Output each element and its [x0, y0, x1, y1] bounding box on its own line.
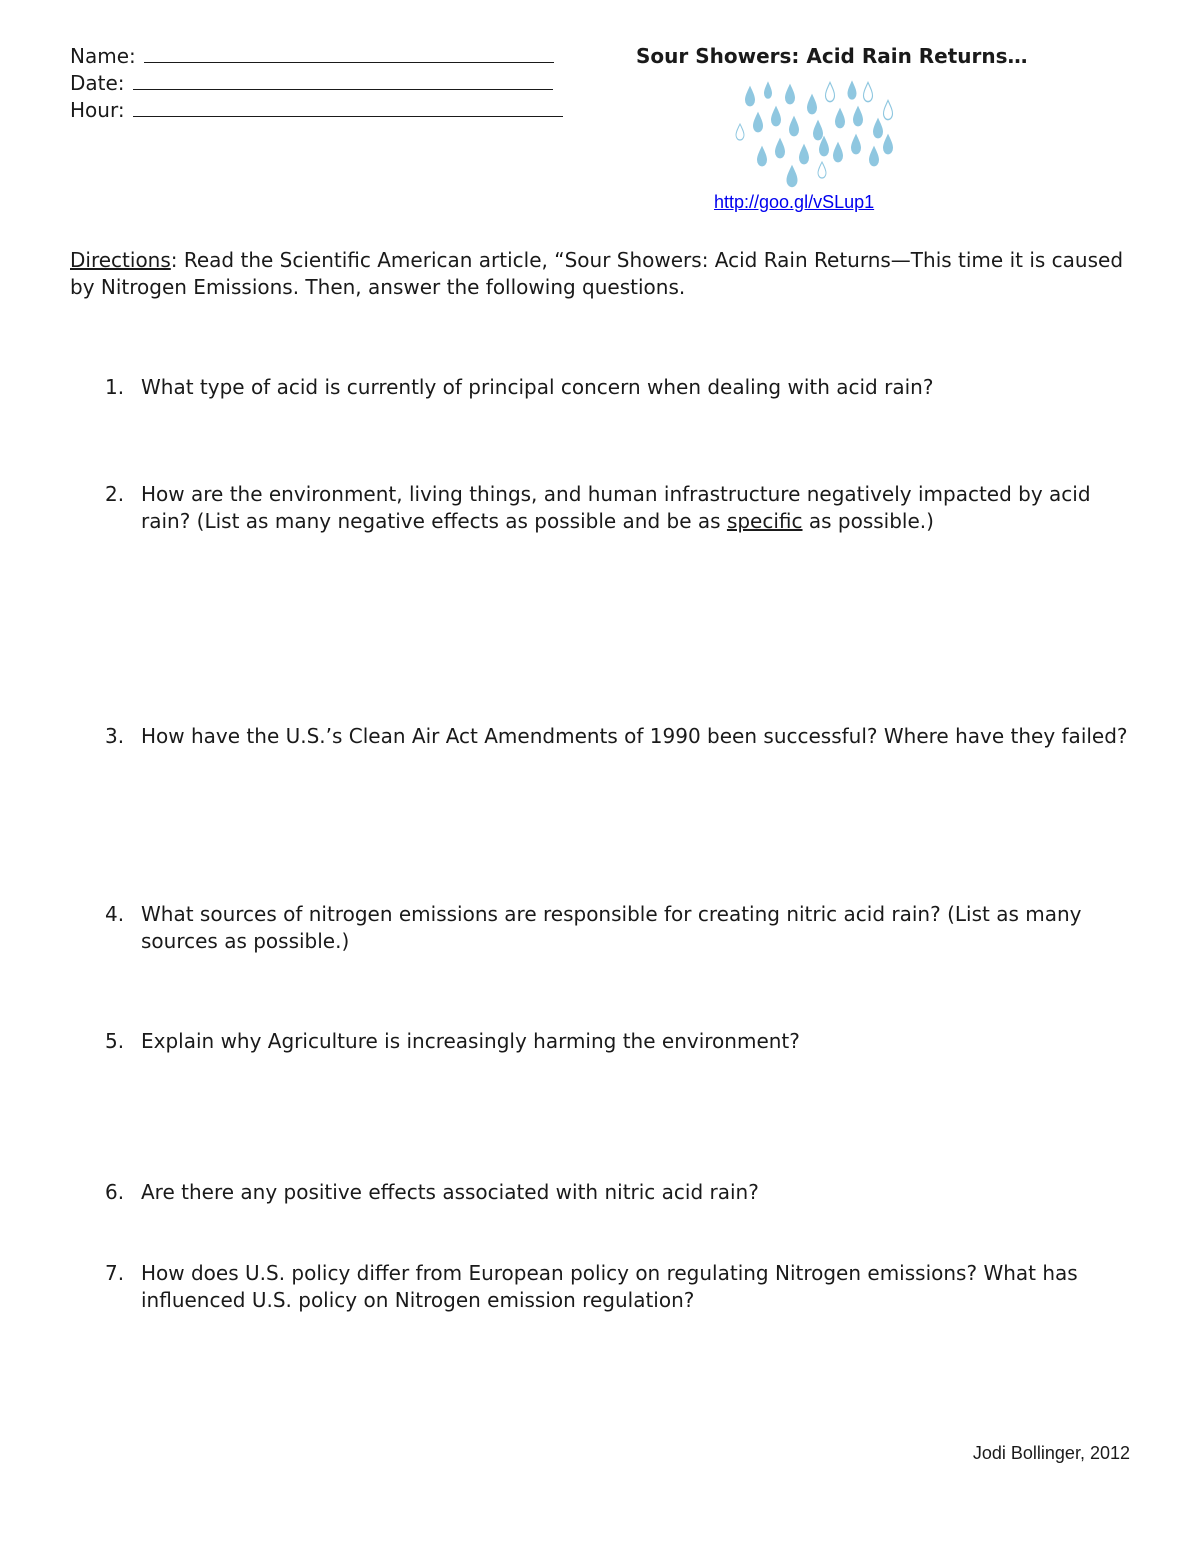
date-blank-line — [133, 69, 553, 90]
emphasis-specific: specific — [726, 509, 803, 533]
question-number: 1. — [105, 375, 125, 399]
hour-blank-line — [133, 96, 563, 117]
date-label: Date: — [70, 71, 125, 95]
question-text: How does U.S. policy differ from European policy on regulating Nitrogen emissions? What has influenced U.S. policy on Nitrogen emission regulation? — [141, 1261, 1078, 1312]
article-link[interactable]: http://goo.gl/vSLup1 — [714, 192, 875, 212]
author-credit: Jodi Bollinger, 2012 — [972, 1443, 1130, 1463]
question-text-part: How are the environment, living things, and human infrastructure negatively impacted by acid rain? (List as many negative effects as possible and be as — [141, 482, 1091, 533]
date-field — [70, 69, 553, 96]
name-label: Name: — [70, 44, 136, 68]
directions-label: Directions — [70, 248, 171, 272]
question-text: Explain why Agriculture is increasingly harming the environment? — [141, 1029, 800, 1053]
question-7 — [70, 1260, 1140, 1314]
question-1 — [70, 374, 1140, 401]
question-text: What sources of nitrogen emissions are responsible for creating nitric acid rain? (List as many sources as possible.) — [141, 902, 1082, 953]
hour-label: Hour: — [70, 98, 125, 122]
question-number: 3. — [105, 724, 125, 748]
question-number: 5. — [105, 1029, 125, 1053]
question-text: Are there any positive effects associated with nitric acid rain? — [141, 1180, 759, 1204]
directions-text: : Read the Scientific American article, “Sour Showers: Acid Rain Returns—This time it is caused by Nitrogen Emissions. Then, answer the following questions. — [70, 248, 1124, 299]
question-4 — [70, 901, 1140, 955]
raindrops-icon — [728, 78, 908, 190]
question-text: How have the U.S.’s Clean Air Act Amendments of 1990 been successful? Where have they failed? — [141, 724, 1128, 748]
question-5 — [70, 1028, 1140, 1055]
question-text-part: as possible.) — [802, 509, 934, 533]
name-field — [70, 42, 554, 69]
question-number: 7. — [105, 1261, 125, 1285]
question-number: 6. — [105, 1180, 125, 1204]
worksheet-title: Sour Showers: Acid Rain Returns… — [636, 44, 1028, 68]
question-6 — [70, 1179, 1140, 1206]
question-number: 4. — [105, 902, 125, 926]
directions-paragraph — [70, 247, 1140, 301]
question-text — [141, 481, 1140, 535]
question-2 — [70, 481, 1140, 535]
hour-field — [70, 96, 563, 123]
question-text: What type of acid is currently of principal concern when dealing with acid rain? — [141, 375, 934, 399]
question-3 — [70, 723, 1140, 750]
name-blank-line — [144, 42, 554, 63]
question-number: 2. — [105, 482, 125, 506]
